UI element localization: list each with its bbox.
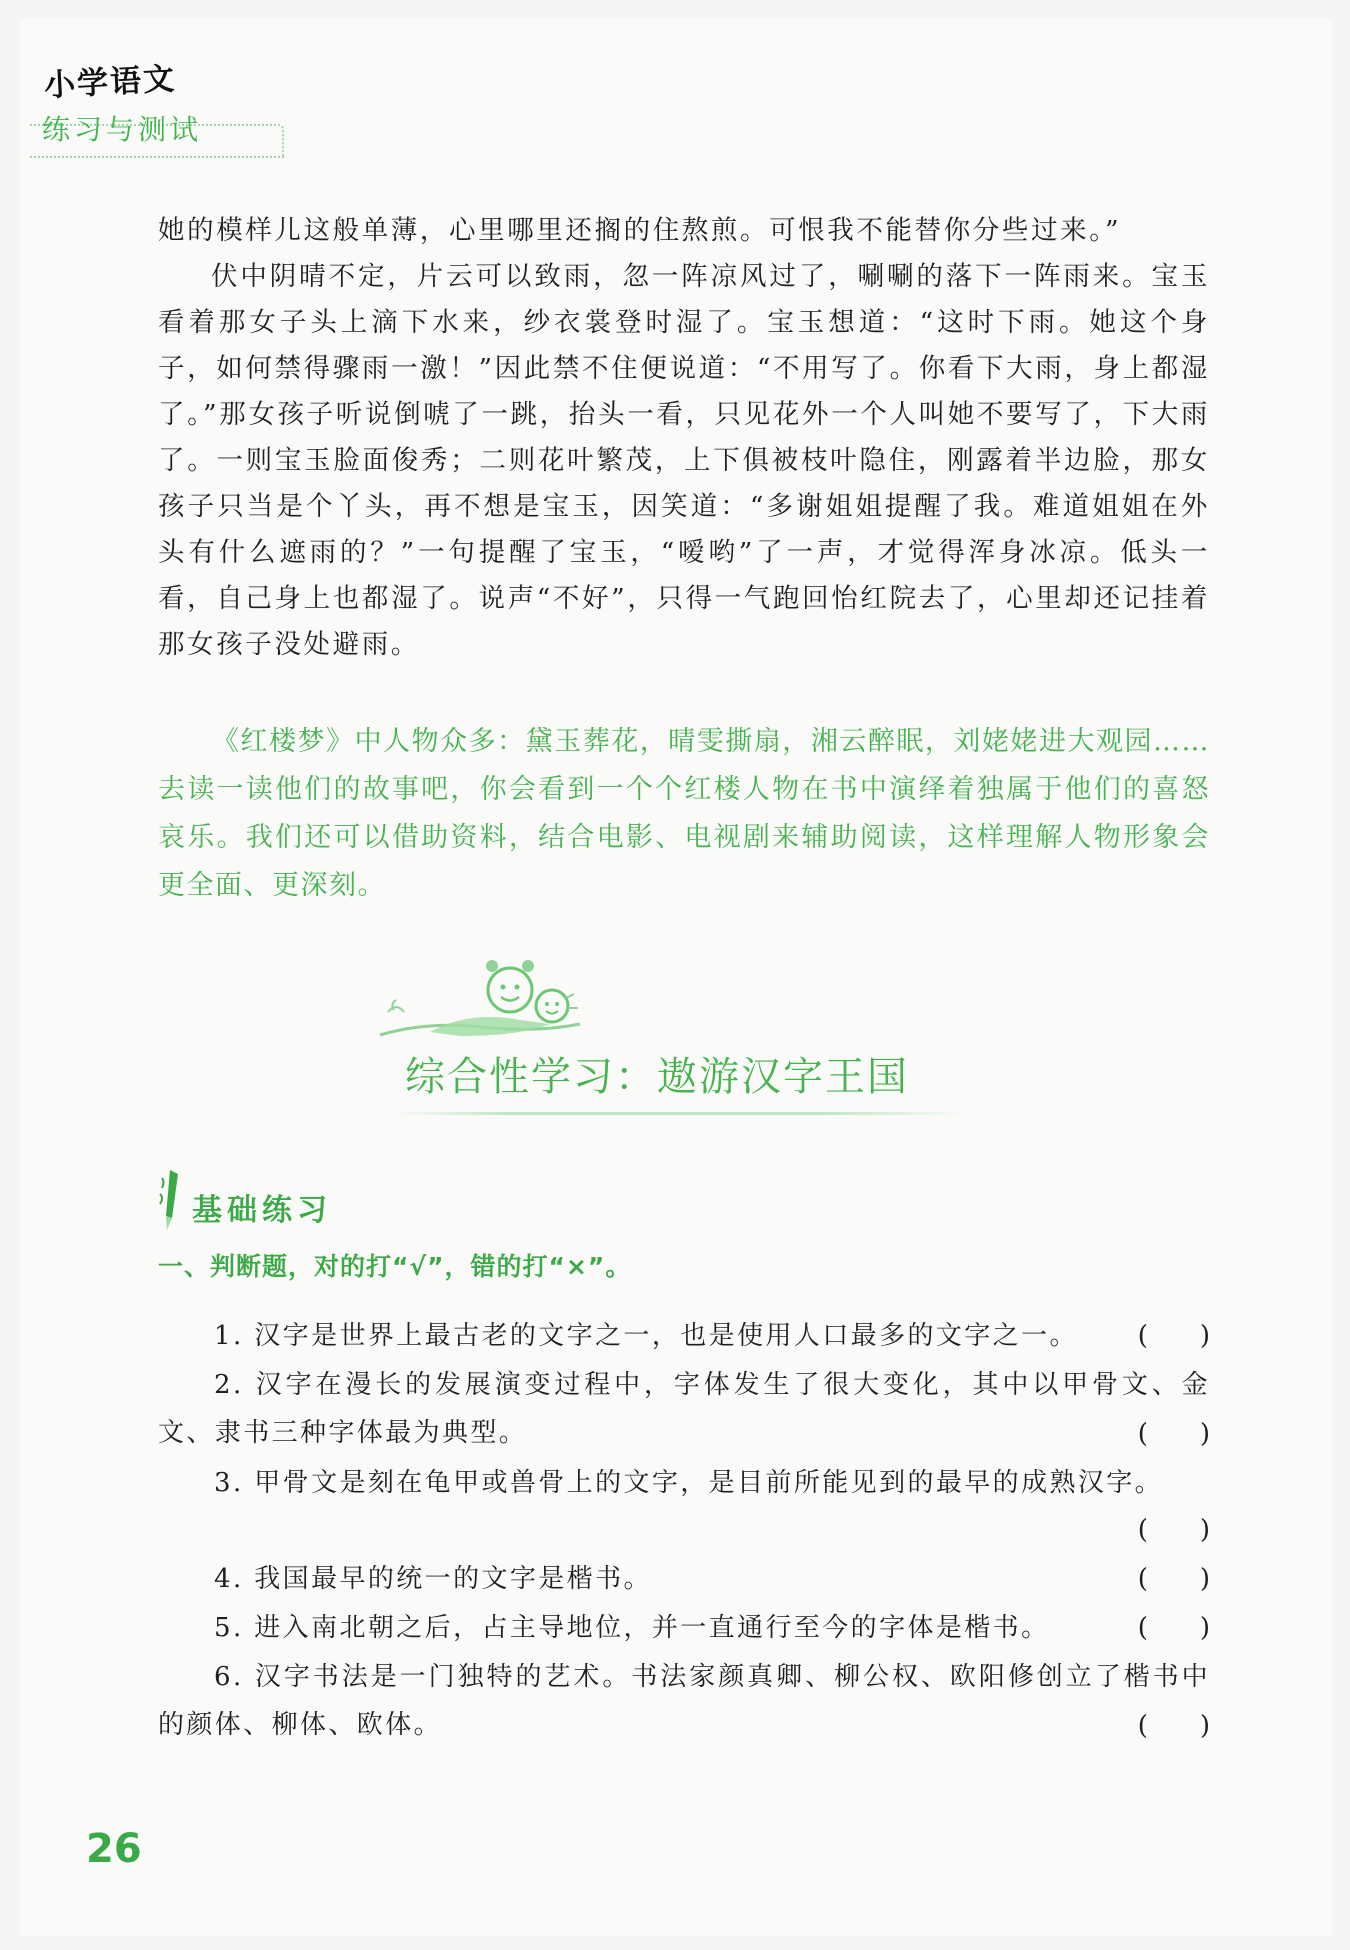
reading-tip: 《红楼梦》中人物众多：黛玉葬花，晴雯撕扇，湘云醉眠，刘姥姥进大观园……去读一读他们的故事吧，你会看到一个个红楼人物在书中演绎着独属于他们的喜怒哀乐。我们还可以借助资料，结合电影、电视剧来辅助阅读，这样理解人物形象会更全面、更深刻。 — [158, 726, 1210, 901]
question-instruction: 一、判断题，对的打“√”，错的打“×”。 — [158, 1252, 632, 1281]
question-number: 6. — [214, 1662, 244, 1692]
passage-paragraph: 伏中阴晴不定，片云可以致雨，忽一阵凉风过了，唰唰的落下一阵雨来。宝玉看着那女子头上滴下水来，纱衣裳登时湿了。宝玉想道：“这时下雨。她这个身子，如何禁得骤雨一激！”因此禁不住便说道：“不用写了。你看下大雨，身上都湿了。”那女孩子听说倒唬了一跳，抬头一看，只见花外一个人叫她不要写了，下大雨了。一则宝玉脸面俊秀；二则花叶繁茂，上下俱被枝叶隐住，刚露着半边脸，那女孩子只当是个丫头，再不想是宝玉，因笑道：“多谢姐姐提醒了我。难道姐姐在外头有什么遮雨的？”一句提醒了宝玉，“嗳哟”了一声，才觉得浑身冰凉。低头一看，自己身上也都湿了。说声“不好”，只得一气跑回怡红院去了，心里却还记挂着那女孩子没处避雨。 — [158, 261, 1210, 660]
question-text: 我国最早的统一的文字是楷书。 — [254, 1564, 652, 1594]
book-series-title: 小学语文 — [43, 61, 177, 104]
question-item — [158, 1653, 1210, 1749]
answer-blank[interactable]: ( ) — [1137, 1515, 1210, 1545]
passage-continuation-line: 她的模样儿这般单薄，心里哪里还搁的住熬煎。可恨我不能替你分些过来。” — [158, 215, 1122, 246]
question-text: 进入南北朝之后，占主导地位，并一直通行至今的字体是楷书。 — [254, 1613, 1050, 1643]
answer-blank[interactable]: ( ) — [1137, 1711, 1210, 1741]
answer-blank[interactable]: ( ) — [1137, 1564, 1210, 1594]
question-number: 4. — [214, 1564, 244, 1594]
question-number: 5. — [214, 1613, 244, 1643]
section-title: 综合性学习：遨游汉字王国 — [405, 1054, 909, 1100]
practice-heading: 基础练习 — [192, 1193, 332, 1228]
answer-blank[interactable]: ( ) — [1137, 1613, 1210, 1643]
question-item — [158, 1459, 1210, 1507]
section-title-underline — [395, 1112, 965, 1115]
pencil-icon — [156, 1168, 186, 1234]
page-number: 26 — [86, 1826, 142, 1872]
question-item — [158, 1604, 1210, 1652]
question-number: 3. — [214, 1468, 244, 1498]
question-item — [158, 1312, 1210, 1360]
question-text: 汉字在漫长的发展演变过程中，字体发生了很大变化，其中以甲骨文、金文、隶书三种字体最为典型。 — [158, 1370, 1210, 1448]
book-series-subtitle: 练习与测试 — [42, 113, 203, 146]
children-reading-illustration-icon — [370, 950, 610, 1050]
question-item — [158, 1361, 1210, 1457]
question-text: 甲骨文是刻在龟甲或兽骨上的文字，是目前所能见到的最早的成熟汉字。 — [254, 1468, 1164, 1498]
question-number: 1. — [214, 1321, 244, 1351]
question-number: 2. — [214, 1370, 244, 1400]
answer-blank[interactable]: ( ) — [1137, 1321, 1210, 1351]
question-text: 汉字书法是一门独特的艺术。书法家颜真卿、柳公权、欧阳修创立了楷书中的颜体、柳体、欧体。 — [158, 1662, 1210, 1740]
question-item — [158, 1555, 1210, 1603]
question-text: 汉字是世界上最古老的文字之一，也是使用人口最多的文字之一。 — [254, 1321, 1078, 1351]
answer-blank[interactable]: ( ) — [1137, 1419, 1210, 1449]
